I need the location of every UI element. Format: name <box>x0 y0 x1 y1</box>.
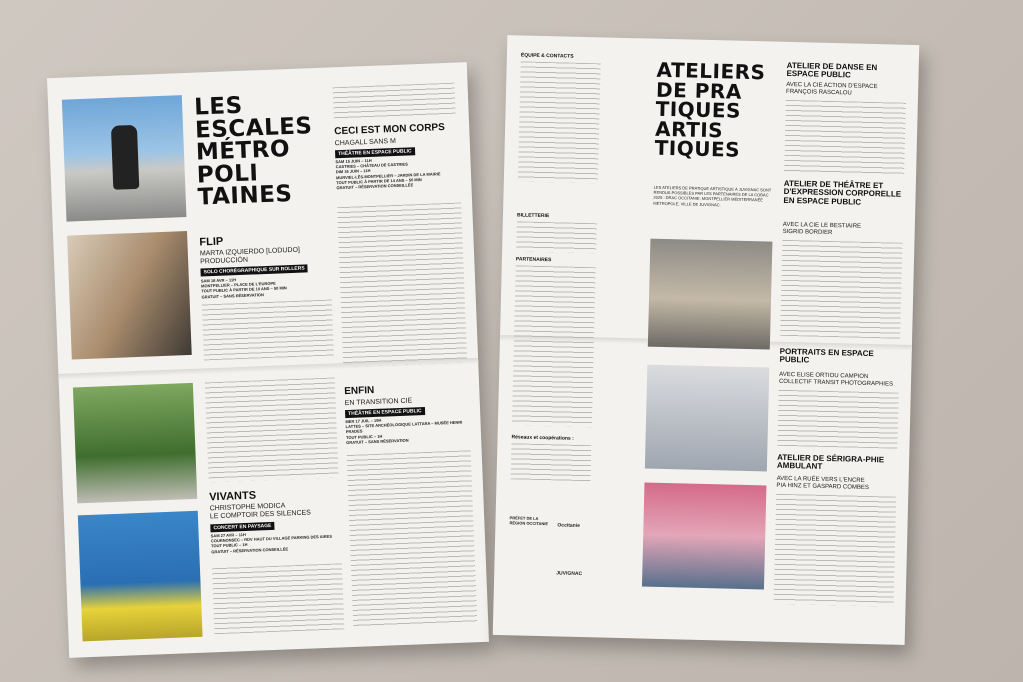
atelier-theatre-lines <box>780 240 902 339</box>
enfin-meta: MER 17 JUIL – 19H LATTES – SITE ARCHÉOLOGIQUE LATTARA – MUSÉE HENRI PRADES TOUT PUBLIC – 1H GRATUIT – SANS RÉSERVATION <box>345 417 463 445</box>
vivants-artist: CHRISTOPHE MODICA LE COMPTOIR DES SILENCES <box>209 502 312 521</box>
right-title: ATELIERS DE PRA TIQUES ARTIS TIQUES <box>654 57 766 163</box>
vivants-tag: CONCERT EN PAYSAGE <box>210 522 274 532</box>
flip-artist: MARTA IZQUIERDO [LODUDO] PRODUCCIÓN <box>199 246 301 266</box>
photo-dance-atelier <box>648 239 773 350</box>
photo-flip <box>67 231 192 360</box>
atelier-theatre-heading: ATELIER DE THÉÂTRE ET D'EXPRESSION CORPORELLE EN ESPACE PUBLIC <box>783 178 902 207</box>
atelier-theatre-sub: AVEC LA CIE LE BESTIAIRE SIGRID BORDIER <box>782 221 862 236</box>
sidebar-network-lines <box>511 443 592 481</box>
portraits-sub: AVEC ELISE ORTIOU CAMPION COLLECTIF TRANSIT PHOTOGRAPHIES <box>778 371 894 388</box>
left-leaflet <box>47 62 489 658</box>
logo-prefet: PRÉFET DE LA RÉGION OCCITANIE <box>509 515 549 527</box>
vivants-heading: VIVANTS <box>208 489 257 504</box>
portraits-heading: PORTRAITS EN ESPACE PUBLIC <box>779 346 874 365</box>
enfin-text-lines <box>347 450 478 627</box>
flip-tag: SOLO CHORÉGRAPHIQUE SUR ROLLERS <box>200 264 307 276</box>
right-leaflet <box>493 35 920 645</box>
atelier-danse-sub: AVEC LA CIE ACTION D'ESPACE FRANÇOIS RASCALOU <box>786 81 878 97</box>
enfin-tag: THÉÂTRE EN ESPACE PUBLIC <box>345 407 425 418</box>
atelier-danse-heading: ATELIER DE DANSE EN ESPACE PUBLIC <box>786 60 878 80</box>
photo-park <box>73 383 197 504</box>
photo-portrait <box>645 365 770 472</box>
enfin-heading: ENFIN <box>344 384 375 398</box>
photo-screenprint <box>642 483 767 590</box>
sidebar-head-partners: PARTENAIRES <box>515 256 552 264</box>
sidebar-tickets-lines <box>516 221 597 253</box>
atelier-danse-lines <box>784 100 906 175</box>
serigraphie-heading: ATELIER DE SÉRIGRA-PHIE AMBULANT <box>776 452 885 472</box>
logo-juvignac: JUVIGNAC <box>556 570 583 578</box>
serigraphie-lines <box>774 494 897 607</box>
sidebar-head-team: ÉQUIPE & CONTACTS <box>520 52 574 60</box>
ceci-tag: THÉÂTRE EN ESPACE PUBLIC <box>335 147 415 158</box>
flip-heading: FLIP <box>199 235 224 249</box>
ceci-meta: SAM 15 JUIN – 11H CASTRIES – CHÂTEAU DE CASTRIES DIM 16 JUIN – 11H MURVIEL-LÈS-MONTPELLIER – JARDIN DE LA MAIRIE TOUT PUBLIC À PARTIR DE 14 ANS – 50 MIN GRATUIT – RÉSERVATION CONSEILLÉE <box>335 157 441 191</box>
ceci-heading: CECI EST MON CORPS <box>334 122 445 138</box>
left-title: LES ESCALES MÉTRO POLI TAINES <box>193 92 313 211</box>
col3-top-lines <box>333 83 456 122</box>
vivants-meta: SAM 27 AVR – 11H COURNONSEC – RDV HAUT DU VILLAGE PARKING DES AIRES TOUT PUBLIC – 1H GRATUIT – RÉSERVATION CONSEILLÉE <box>210 531 333 554</box>
sidebar-partners-lines <box>512 265 596 427</box>
logo-occitanie: Occitanie <box>557 522 581 529</box>
right-intro: LES ATELIERS DE PRATIQUE ARTISTIQUE À JUVIGNAC SONT RENDUS POSSIBLES PAR LES PARTENAIRES DE LA COBAC 2025 : DRAC OCCITANIE, MONTPELLIER MÉDITERRANÉE MÉTROPOLE, VILLE DE JUVIGNAC. <box>653 184 772 207</box>
middle-text-lines <box>205 377 339 482</box>
sidebar-head-tickets: BILLETTERIE <box>516 212 550 220</box>
ceci-text-lines <box>337 202 467 367</box>
vivants-text-lines <box>212 563 344 634</box>
photo-graffiti <box>78 511 203 642</box>
sidebar-team-lines <box>518 61 601 183</box>
serigraphie-sub: AVEC LA RUÉE VERS L'ENCRE PIA HINZ ET GASPARD COMBES <box>776 475 869 491</box>
sidebar-head-network: Réseaux et coopérations : <box>511 434 574 442</box>
flip-text-lines <box>202 300 334 361</box>
ceci-artist: CHAGALL SANS M <box>334 137 397 148</box>
flip-meta: SAM 18 AVR – 11H MONTPELLIER – PLACE DE L'EUROPE TOUT PUBLIC À PARTIR DE 10 ANS – 50 MIN GRATUIT – SANS RÉSERVATION <box>200 277 287 300</box>
photo-roller-dancer <box>62 95 187 222</box>
portraits-lines <box>777 390 898 449</box>
enfin-artist: EN TRANSITION CIE <box>344 397 413 408</box>
